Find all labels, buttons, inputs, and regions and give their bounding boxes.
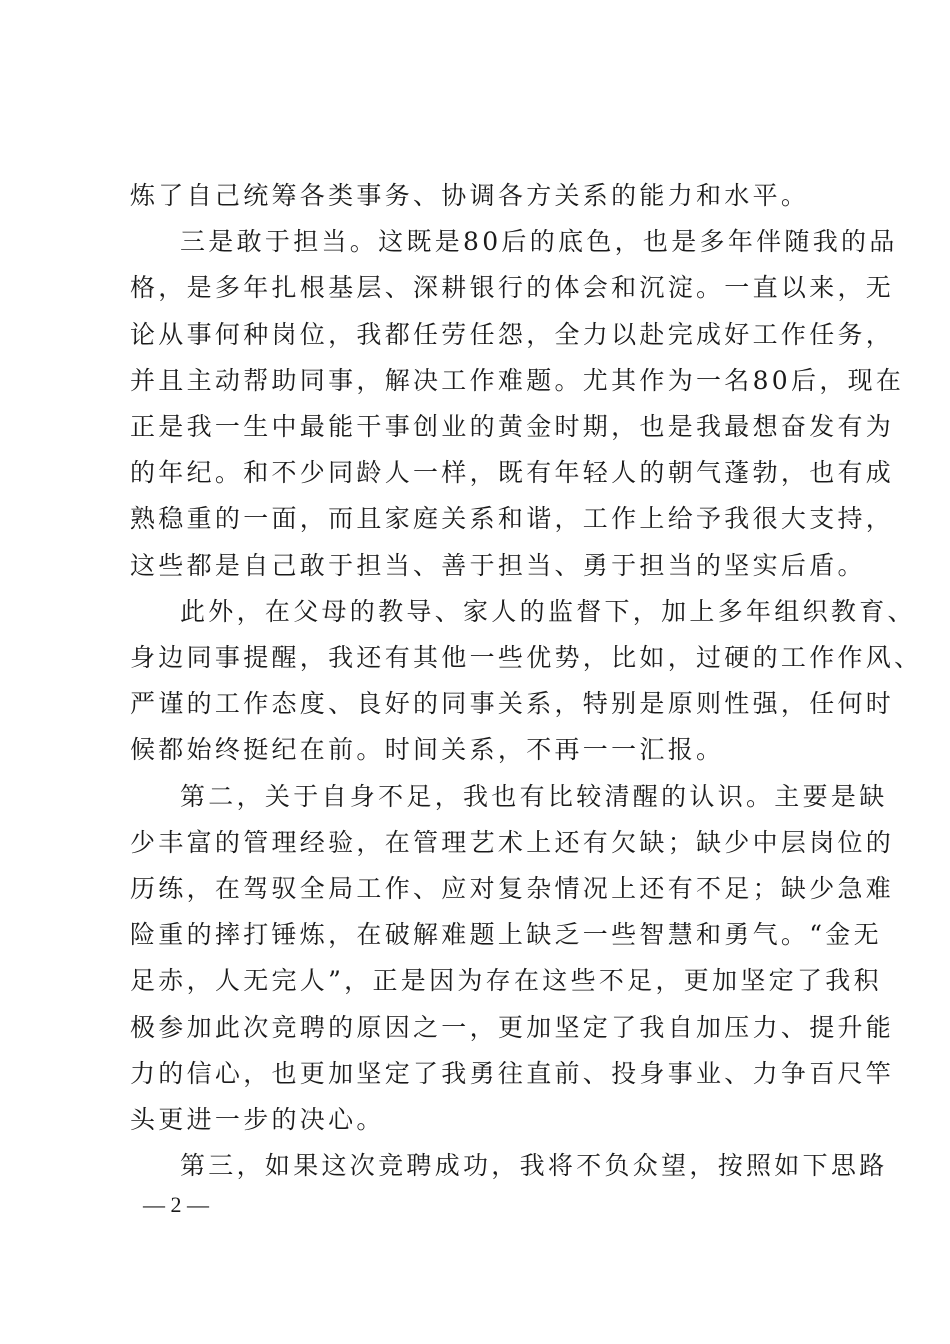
paragraph-start-line: 第三，如果这次竞聘成功，我将不负众望，按照如下思路 (180, 1151, 888, 1180)
text-line: 论从事何种岗位，我都任劳任怨，全力以赴完成好工作任务， (130, 320, 895, 349)
text-line: 候都始终挺纪在前。时间关系，不再一一汇报。 (130, 735, 725, 764)
paragraph-start-line: 此外，在父母的教导、家人的监督下，加上多年组织教育、 (180, 597, 916, 626)
text-line: 并且主动帮助同事，解决工作难题。尤其作为一名80后，现在 (130, 366, 905, 395)
text-line: 熟稳重的一面，而且家庭关系和谐，工作上给予我很大支持， (130, 504, 895, 533)
text-line: 头更进一步的决心。 (130, 1105, 385, 1134)
text-line: 险重的摔打锤炼，在破解难题上缺乏一些智慧和勇气。“金无 (130, 920, 882, 949)
text-line: 足赤，人无完人”，正是因为存在这些不足，更加坚定了我积 (130, 966, 882, 995)
text-line: 力的信心，也更加坚定了我勇往直前、投身事业、力争百尺竿 (130, 1059, 895, 1088)
text-line: 的年纪。和不少同龄人一样，既有年轻人的朝气蓬勃，也有成 (130, 458, 895, 487)
text-line: 少丰富的管理经验，在管理艺术上还有欠缺；缺少中层岗位的 (130, 828, 895, 857)
text-line: 炼了自己统筹各类事务、协调各方关系的能力和水平。 (130, 181, 810, 210)
text-line: 格，是多年扎根基层、深耕银行的体会和沉淀。一直以来，无 (130, 273, 895, 302)
paragraph-start-line: 第二，关于自身不足，我也有比较清醒的认识。主要是缺 (180, 782, 888, 811)
text-line: 历练，在驾驭全局工作、应对复杂情况上还有不足；缺少急难 (130, 874, 895, 903)
page-number: — 2 — (143, 1192, 209, 1217)
text-line: 极参加此次竞聘的原因之一，更加坚定了我自加压力、提升能 (130, 1013, 895, 1042)
text-line: 身边同事提醒，我还有其他一些优势，比如，过硬的工作作风、 (130, 643, 923, 672)
text-line: 正是我一生中最能干事创业的黄金时期，也是我最想奋发有为 (130, 412, 895, 441)
text-line: 严谨的工作态度、良好的同事关系，特别是原则性强，任何时 (130, 689, 895, 718)
text-line: 这些都是自己敢于担当、善于担当、勇于担当的坚实后盾。 (130, 551, 866, 580)
paragraph-start-line: 三是敢于担当。这既是80后的底色，也是多年伴随我的品 (180, 227, 898, 256)
